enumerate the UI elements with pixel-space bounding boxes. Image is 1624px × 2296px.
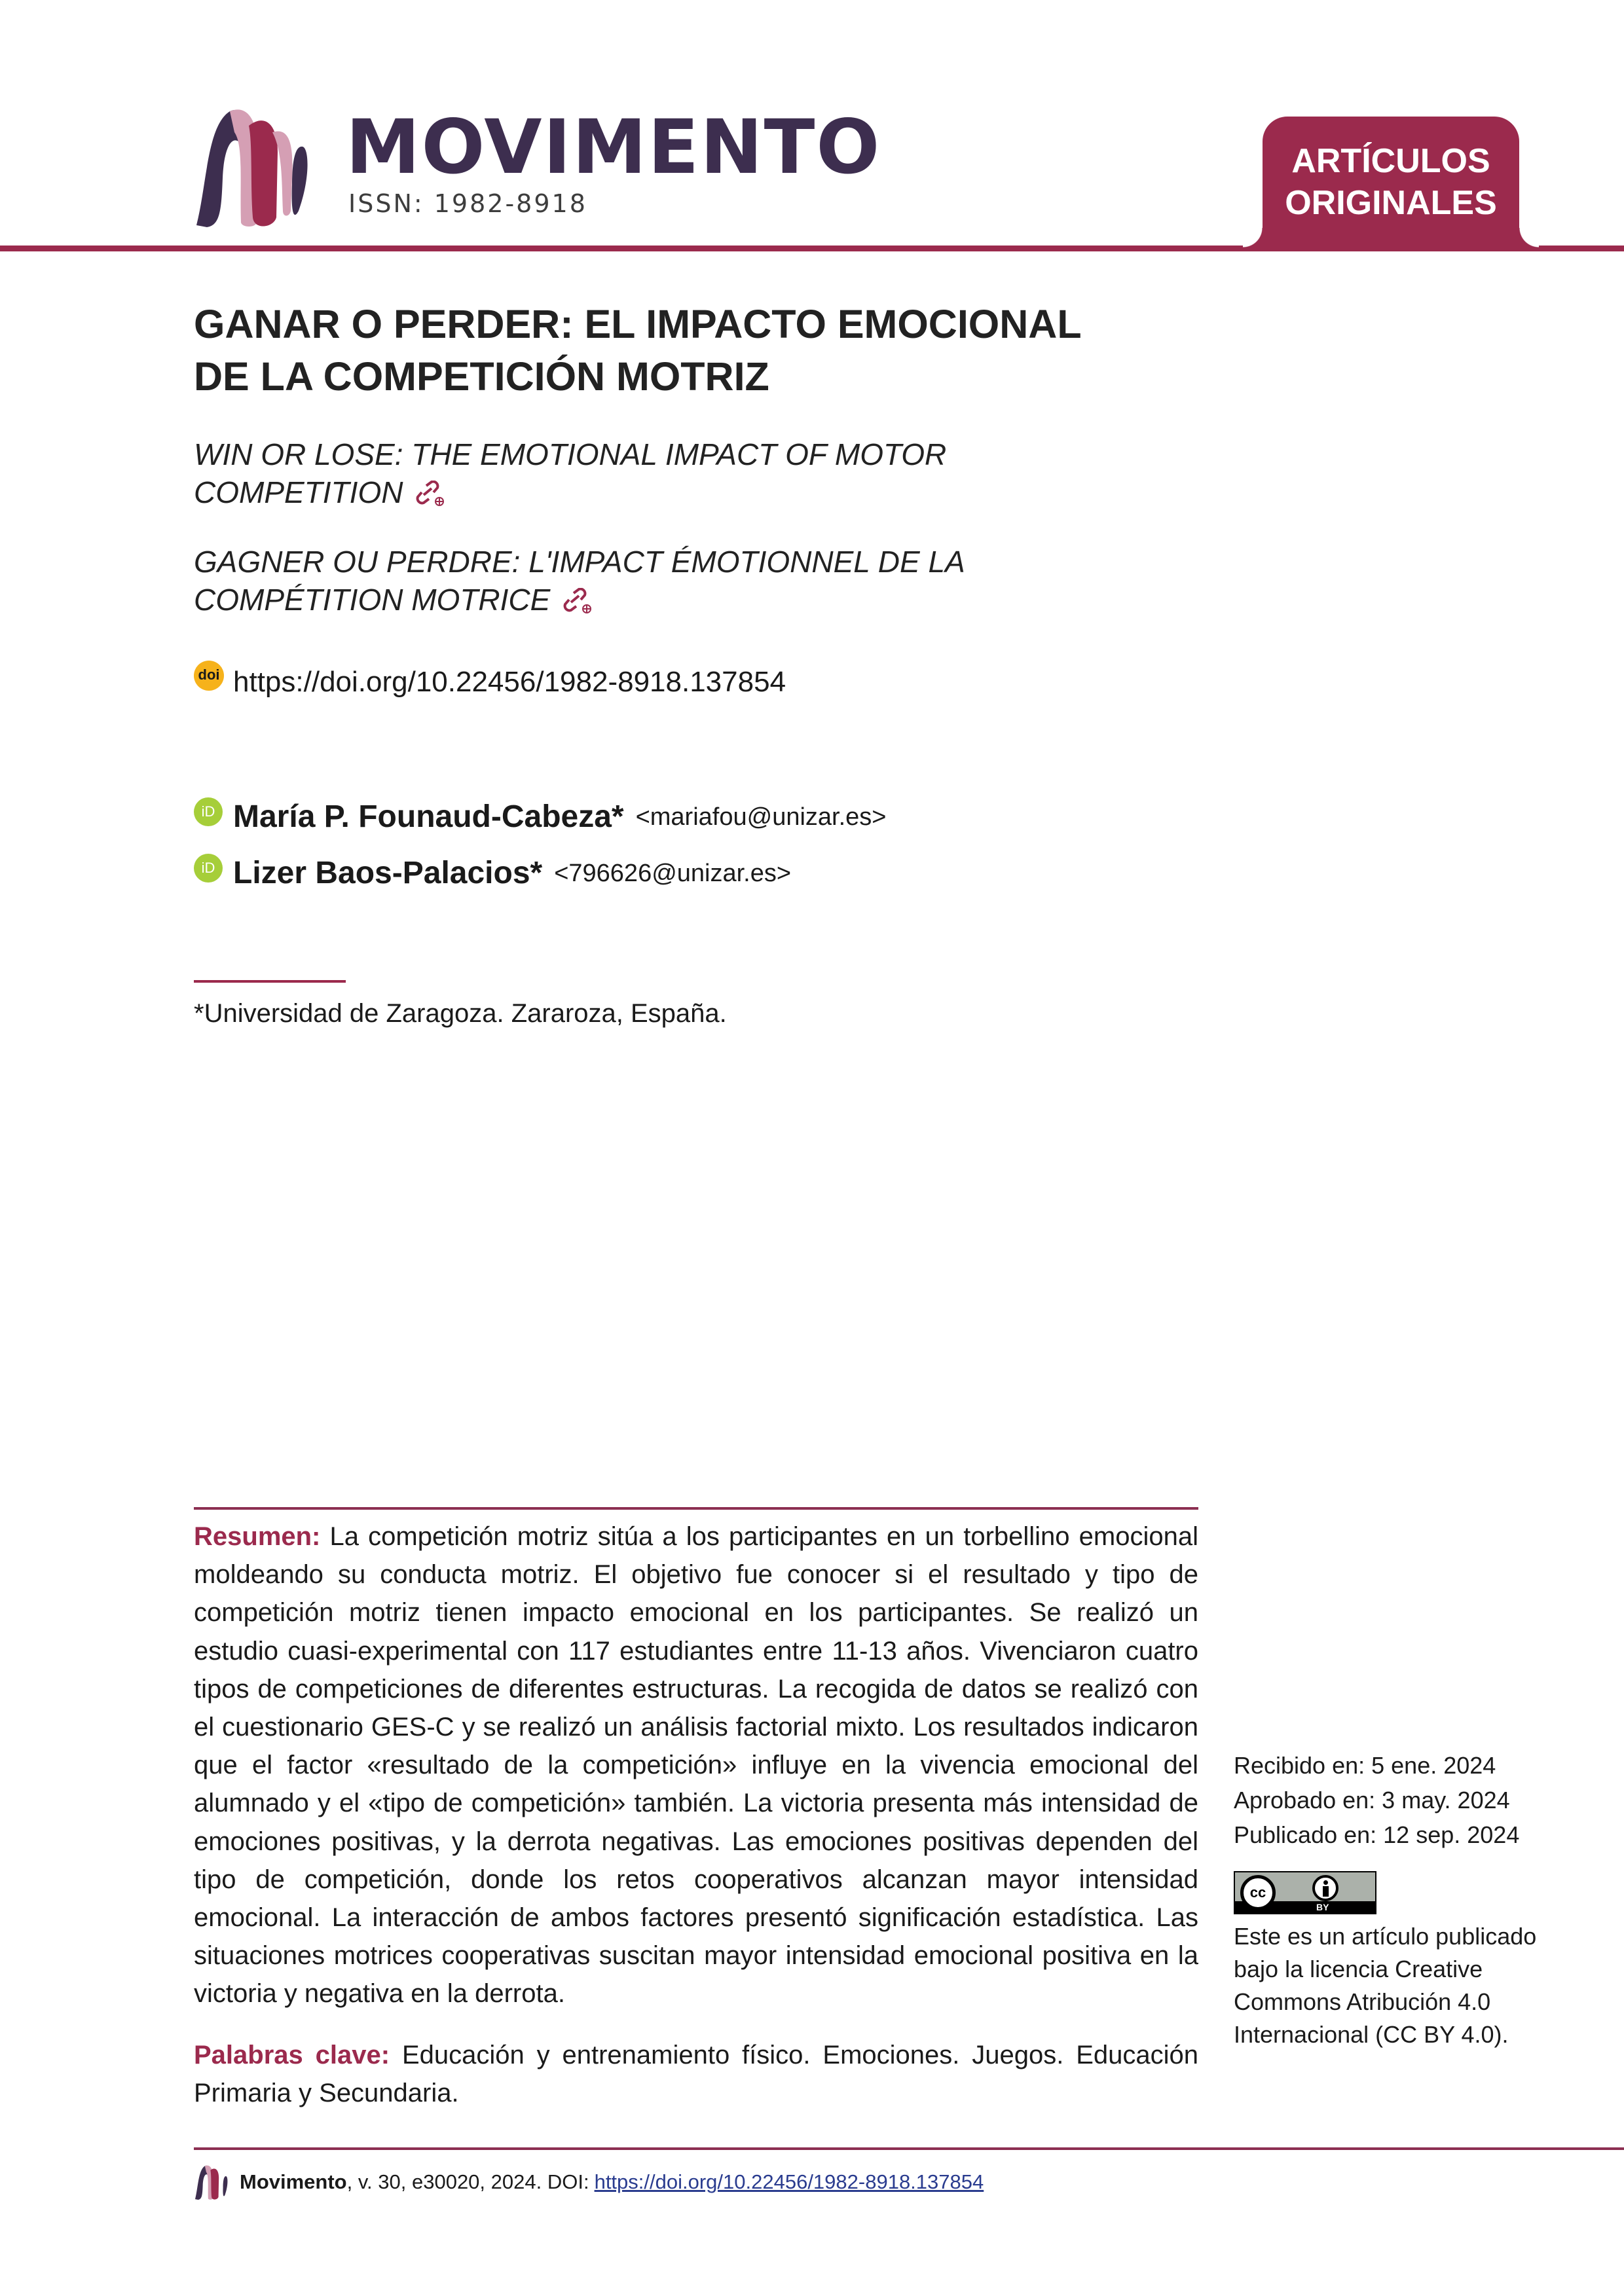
movimento-small-logo-icon <box>194 2164 233 2200</box>
cc-by-license-badge[interactable] <box>1234 1871 1376 1914</box>
footer-citation <box>194 2164 984 2200</box>
author-row <box>194 854 791 893</box>
title-french-line2: COMPÉTITION MOTRICE <box>194 583 551 617</box>
abstract-text: La competición motriz sitúa a los participantes en un torbellino emocional moldeando su conducta motriz. El objetivo fue conocer si el resultado y tipo de competición motriz tienen impacto emocional en los participantes. Se realizó un estudio cuasi-experimental con 117 estudiantes entre 11-13 años. Vivenciaron cuatro tipos de competiciones de diferentes estructuras. La recogida de datos se realizó con el cuestionario GES-C y se realizó un análisis factorial mixto. Los resultados indicaron que el factor «resultado de la competición» influye en la vivencia emocional del alumnado y el «tipo de competición» también. La victoria presenta más intensidad de emociones positivas, y la derrota negativas. Las emociones positivas dependen del tipo de competición, donde los retos cooperativos alcanzan mayor intensidad emocional. La interacción de ambos factores presentó significación estadística. Las situaciones motrices cooperativas suscitan mayor intensidad emocional positiva en la victoria y negativa en la derrota. <box>194 1522 1198 2009</box>
cc-icon: cc <box>1240 1875 1276 1910</box>
orcid-icon[interactable]: iD <box>194 797 223 826</box>
keywords-text: Educación y entrenamiento físico. Emociones. Juegos. Educación Primaria y Secundaria. <box>194 2041 1198 2107</box>
date-published: Publicado en: 12 sep. 2024 <box>1234 1821 1520 1848</box>
keywords-label: Palabras clave: <box>194 2041 390 2069</box>
author-row <box>194 797 886 837</box>
date-received: Recibido en: 5 ene. 2024 <box>1234 1752 1496 1779</box>
link-plus-icon[interactable] <box>413 481 446 507</box>
abstract <box>194 1518 1198 2013</box>
title-english-line2: COMPETITION <box>194 475 403 509</box>
title-french <box>194 543 1045 619</box>
section-label-line1: ARTÍCULOS <box>1291 142 1490 180</box>
publication-dates <box>1234 1748 1519 1852</box>
journal-name: MOVIMENTO <box>346 103 881 191</box>
title-french-line1: GAGNER OU PERDRE: L'IMPACT ÉMOTIONNEL DE LA <box>194 545 965 579</box>
author-name: María P. Founaud-Cabeza* <box>233 799 624 834</box>
issn: ISSN: 1982-8918 <box>348 189 587 218</box>
abstract-divider <box>194 1507 1198 1510</box>
doi-link[interactable]: https://doi.org/10.22456/1982-8918.137854 <box>233 666 786 698</box>
title-line1: GANAR O PERDER: EL IMPACTO EMOCIONAL <box>194 302 1082 346</box>
footer-divider <box>194 2147 1624 2150</box>
footer-citation-text: , v. 30, e30020, 2024. DOI: <box>346 2170 589 2193</box>
doi-row <box>194 663 786 702</box>
title-line2: DE LA COMPETICIÓN MOTRIZ <box>194 354 769 399</box>
abstract-label: Resumen: <box>194 1522 321 1551</box>
link-plus-icon[interactable] <box>561 588 593 614</box>
attribution-person-icon <box>1312 1875 1338 1901</box>
footer-doi-link[interactable]: https://doi.org/10.22456/1982-8918.137854 <box>594 2170 984 2193</box>
footer-journal-name: Movimento <box>240 2170 347 2193</box>
page-title <box>194 298 1189 403</box>
doi-icon: doi <box>194 661 224 691</box>
title-english-line1: WIN OR LOSE: THE EMOTIONAL IMPACT OF MOTOR <box>194 437 947 471</box>
license-text: Este es un artículo publicado bajo la licencia Creative Commons Atribución 4.0 Internacional (CC BY 4.0). <box>1234 1923 1537 2048</box>
footnote-divider <box>194 980 346 983</box>
orcid-icon[interactable]: iD <box>194 854 223 883</box>
movimento-logo-icon <box>194 106 325 227</box>
cc-by-label: BY <box>1316 1902 1329 1912</box>
author-email[interactable]: <796626@unizar.es> <box>554 860 792 887</box>
author-email[interactable]: <mariafou@unizar.es> <box>635 803 887 831</box>
date-approved: Aprobado en: 3 may. 2024 <box>1234 1787 1510 1813</box>
title-english <box>194 435 1045 511</box>
section-label-line2: ORIGINALES <box>1285 184 1497 222</box>
keywords <box>194 2036 1198 2112</box>
author-name: Lizer Baos-Palacios* <box>233 856 543 890</box>
section-tab <box>1263 117 1519 247</box>
affiliation: *Universidad de Zaragoza. Zararoza, España. <box>194 999 727 1028</box>
